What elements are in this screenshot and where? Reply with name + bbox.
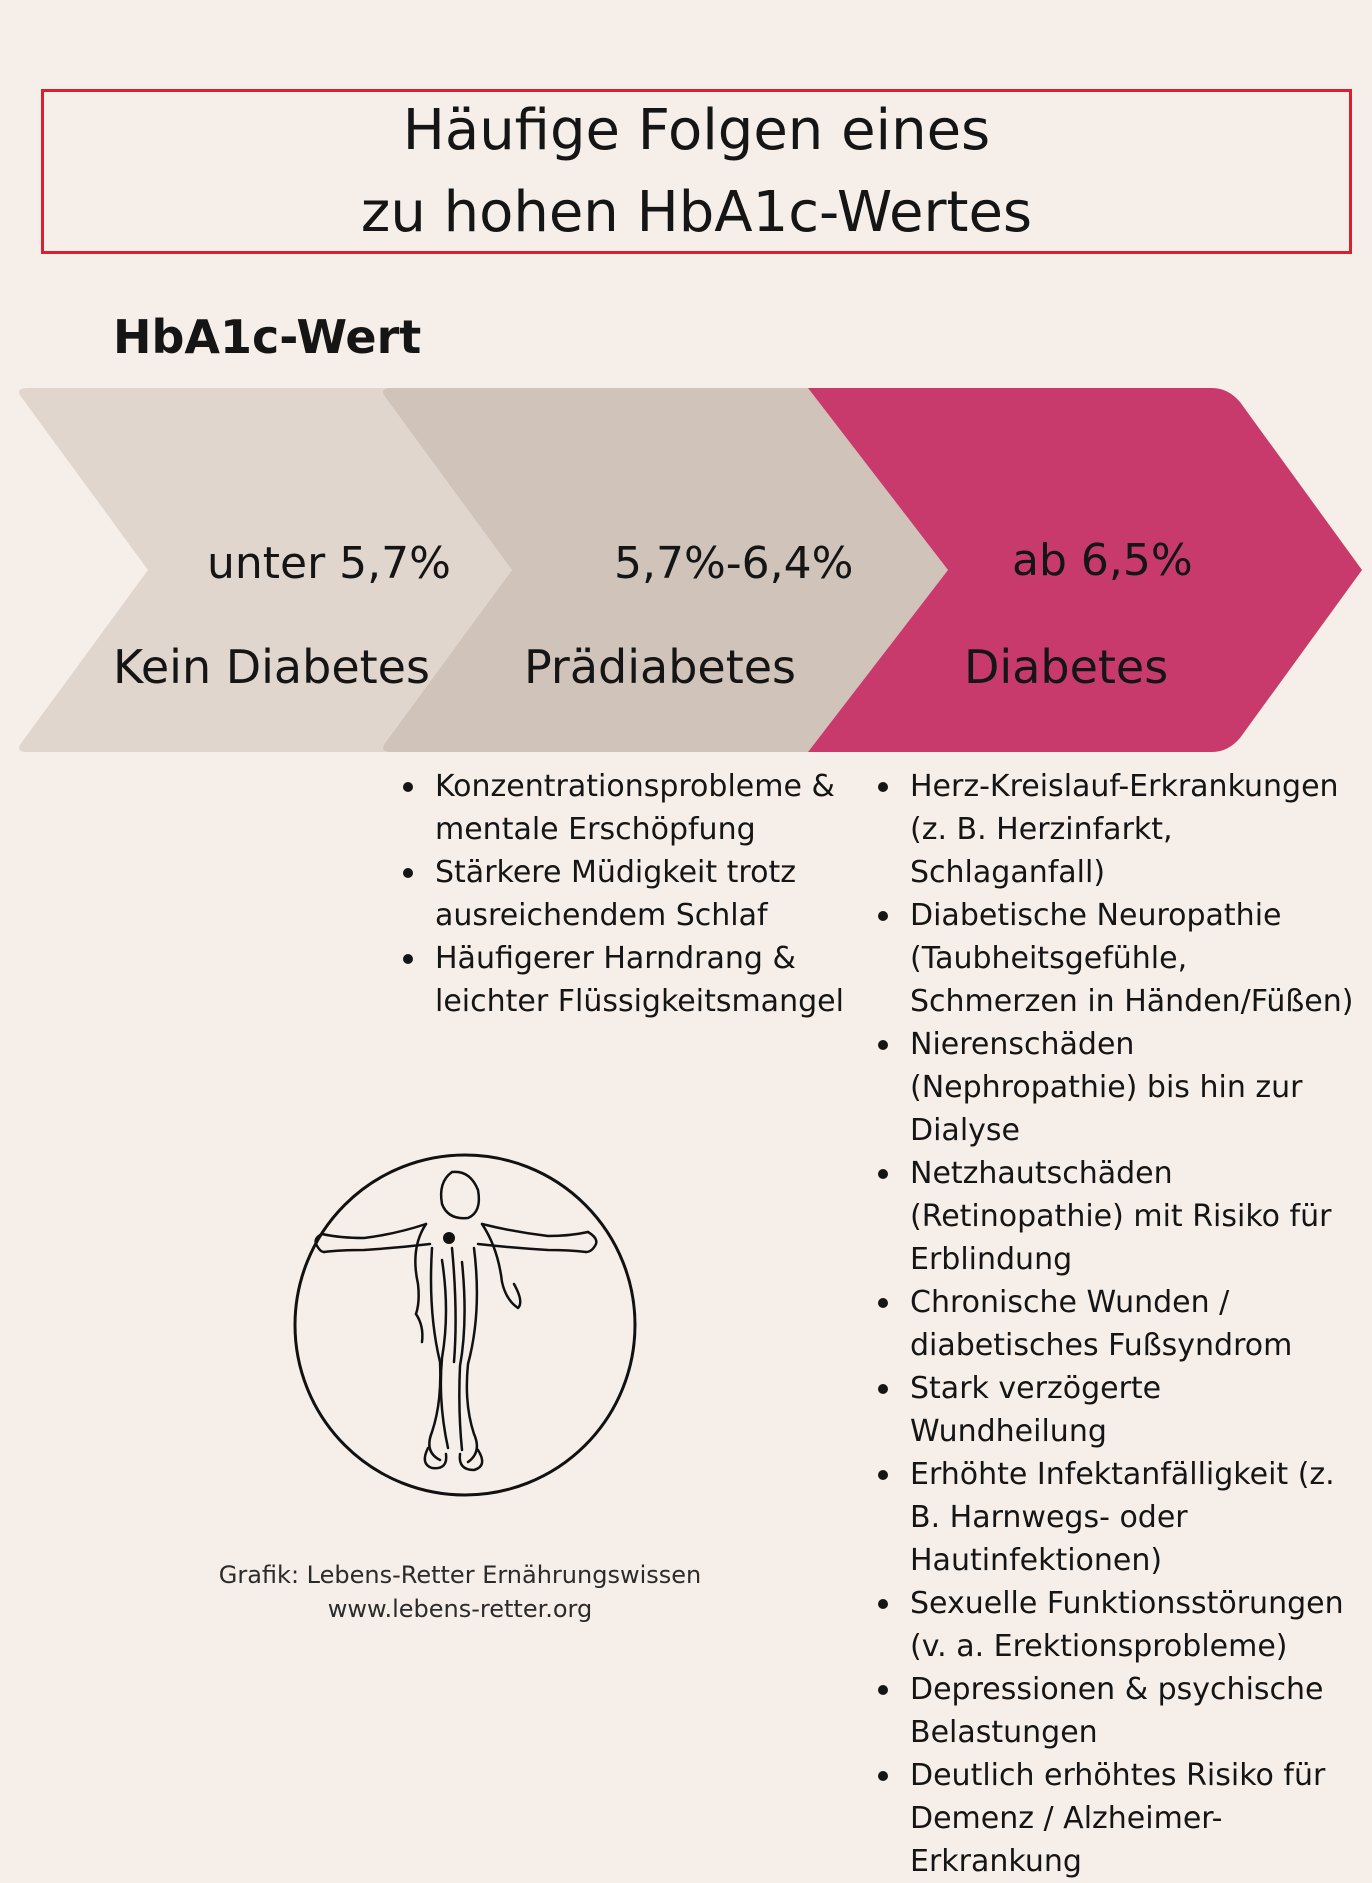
list-item: Sexuelle Funktionsstörungen (v. a. Erektionsprobleme)	[874, 1582, 1364, 1668]
prediabetes-effects-list	[399, 765, 859, 1023]
credit-website: www.lebens-retter.org	[327, 1595, 593, 1623]
credit	[160, 1558, 760, 1626]
list-item: Herz-Kreislauf-Erkrankungen (z. B. Herzinfarkt, Schlaganfall)	[874, 765, 1364, 894]
stage-value-diabetes: ab 6,5%	[1012, 535, 1193, 586]
diabetes-effects-list	[874, 765, 1364, 1883]
list-item: Chronische Wunden / diabetisches Fußsyndrom	[874, 1281, 1364, 1367]
title-line-2: zu hohen HbA1c-Wertes	[360, 179, 1033, 245]
list-item: Stärkere Müdigkeit trotz ausreichendem Schlaf	[399, 851, 859, 937]
title-box	[41, 89, 1352, 254]
list-item: Depressionen & psychische Belastungen	[874, 1668, 1364, 1754]
list-item: Deutlich erhöhtes Risiko für Demenz / Alzheimer-Erkrankung	[874, 1754, 1364, 1883]
hba1c-heading: HbA1c-Wert	[113, 310, 422, 364]
vitruvian-figure-icon	[292, 1152, 638, 1498]
list-item: Netzhautschäden (Retinopathie) mit Risiko für Erblindung	[874, 1152, 1364, 1281]
stage-value-kein-diabetes: unter 5,7%	[207, 538, 451, 589]
list-item: Nierenschäden (Nephropathie) bis hin zur Dialyse	[874, 1023, 1364, 1152]
stage-value-praediabetes: 5,7%-6,4%	[614, 538, 854, 589]
list-item: Stark verzögerte Wundheilung	[874, 1367, 1364, 1453]
list-item: Konzentrationsprobleme & mentale Erschöpfung	[399, 765, 859, 851]
list-item: Diabetische Neuropathie (Taubheitsgefühle, Schmerzen in Händen/Füßen)	[874, 894, 1364, 1023]
list-item: Erhöhte Infektanfälligkeit (z. B. Harnwegs- oder Hautinfektionen)	[874, 1453, 1364, 1582]
title-line-1: Häufige Folgen eines	[402, 97, 991, 163]
stage-label-diabetes: Diabetes	[964, 640, 1169, 694]
stage-label-kein-diabetes: Kein Diabetes	[113, 640, 430, 694]
stage-label-praediabetes: Prädiabetes	[524, 640, 797, 694]
list-item: Häufigerer Harndrang & leichter Flüssigkeitsmangel	[399, 937, 859, 1023]
credit-line-1: Grafik: Lebens-Retter Ernährungswissen	[218, 1561, 702, 1589]
